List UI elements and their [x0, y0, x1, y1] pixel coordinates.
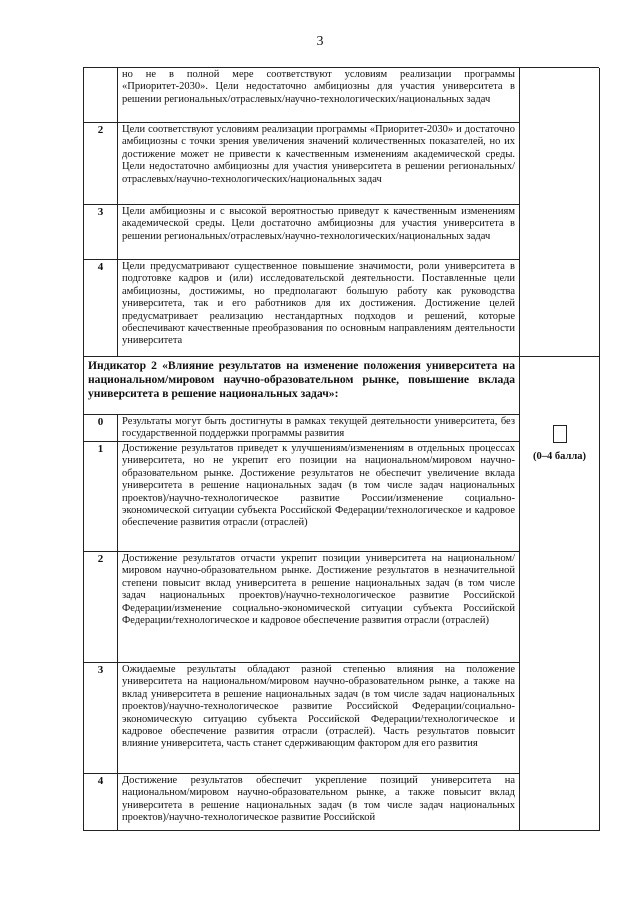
- score-value: 2: [84, 123, 118, 205]
- score-cell: [520, 260, 600, 357]
- checkbox-icon[interactable]: [553, 425, 567, 443]
- score-cell: [520, 357, 600, 415]
- score-box: [520, 415, 599, 463]
- table-row: [84, 260, 599, 357]
- indicator-title: Индикатор 2 «Влияние результатов на изменение положения университета на национальном/мировом научно-образовательном рынке, повышение вклада университета в решение национальных задач»:: [84, 357, 520, 415]
- score-value: 3: [84, 205, 118, 260]
- criterion-text: Достижение результатов отчасти укрепит позиции университета на национальном/мировом научно-образовательном рынке. Достижение результатов в незначительной степени повысит вклад университета в решение национальных задач (в том числе задач национальных проектов)/научно-технологическое развитие Российской Федерации/изменение социально-экономической ситуации субъекта Российской Федерации/технологическое и кадровое обеспечение развития отрасли (отраслей): [118, 552, 520, 663]
- criterion-text: Достижение результатов приведет к улучшениям/изменениям в отдельных процессах университета, но не укрепит его позиции на национальном/мировом научно-образовательном рынке. Достижение результатов не обеспечит увеличение вклада университета в решение национальных задач (в том числе задач национальных проектов)/научно-технологическое развитие России/изменение социально-экономической ситуации субъекта Российской Федерации/технологическое и кадровое обеспечение развития отрасли (отраслей): [118, 442, 520, 552]
- table-row: [84, 774, 520, 831]
- table-row: [84, 552, 520, 663]
- score-value: 4: [84, 260, 118, 357]
- table-row: [84, 68, 599, 123]
- score-cell: [520, 123, 600, 205]
- score-value: 0: [84, 415, 118, 442]
- score-value: 4: [84, 774, 118, 831]
- criterion-text: Ожидаемые результаты обладают разной степенью влияния на положение университета на национальном/мировом научно-образовательном рынке, а также на вклад университета в решение национальных задач (в том числе задач национальных проектов)/научно-технологическое развитие Российской Федерации/социально-экономическую ситуацию субъекта Российской Федерации/технологическое и кадровое обеспечение развития отрасли (отраслей). Часть результатов повысит влияние университета, часть станет сдерживающим фактором для его развития: [118, 663, 520, 774]
- table-row: [84, 205, 599, 260]
- criterion-text: Достижение результатов обеспечит укрепление позиций университета на национальном/мировом научно-образовательном рынке, а также повысит вклад университета в решение национальных задач (в том числе задач национальных проектов)/научно-технологическое развитие Российской: [118, 774, 520, 831]
- criterion-text: Цели предусматривают существенное повышение значимости, роли университета в подготовке кадров и (или) исследовательской деятельности. Поставленные цели амбициозны, достижимы, но предполагают большую работу как руководства университета, так и его работников для их достижения. Достижение целей предусматривает реализацию нестандартных подходов и решений, которые обеспечивают качественные преобразования по основным направлениям деятельности университета: [118, 260, 520, 357]
- table-row: [84, 123, 599, 205]
- score-value: [84, 68, 118, 123]
- criterion-text: но не в полной мере соответствуют условиям реализации программы «Приоритет-2030». Цели недостаточно амбициозны для участия университета в решении региональных/отраслевых/научно-технологических/национальных задач: [118, 68, 520, 123]
- table-row: [84, 415, 520, 442]
- score-cell: [520, 68, 600, 123]
- table-row: [84, 442, 520, 552]
- indicator-header-row: [84, 357, 599, 415]
- score-cell: [520, 415, 600, 831]
- criteria-table: [83, 67, 599, 831]
- criterion-text: Результаты могут быть достигнуты в рамках текущей деятельности университета, без государственной поддержки программы развития: [118, 415, 520, 442]
- indicator-rows-group: [84, 415, 599, 831]
- score-value: 2: [84, 552, 118, 663]
- score-range-label: (0–4 балла): [533, 451, 586, 462]
- score-value: 1: [84, 442, 118, 552]
- criterion-text: Цели соответствуют условиям реализации программы «Приоритет-2030» и достаточно амбициозны с точки зрения увеличения значений количественных показателей, но их достижение может не привести к качественным изменениям академической среды. Цели недостаточно амбициозны для участия университета в решении региональных/отраслевых/научно-технологических/национальных задач: [118, 123, 520, 205]
- table-row: [84, 663, 520, 774]
- score-value: 3: [84, 663, 118, 774]
- criterion-text: Цели амбициозны и с высокой вероятностью приведут к качественным изменениям академической среды. Цели достаточно амбициозны для участия университета в решении региональных/отраслевых/научно-технологических/национальных задач: [118, 205, 520, 260]
- page-number: 3: [316, 34, 324, 49]
- score-cell: [520, 205, 600, 260]
- indicator-rows: [84, 415, 520, 831]
